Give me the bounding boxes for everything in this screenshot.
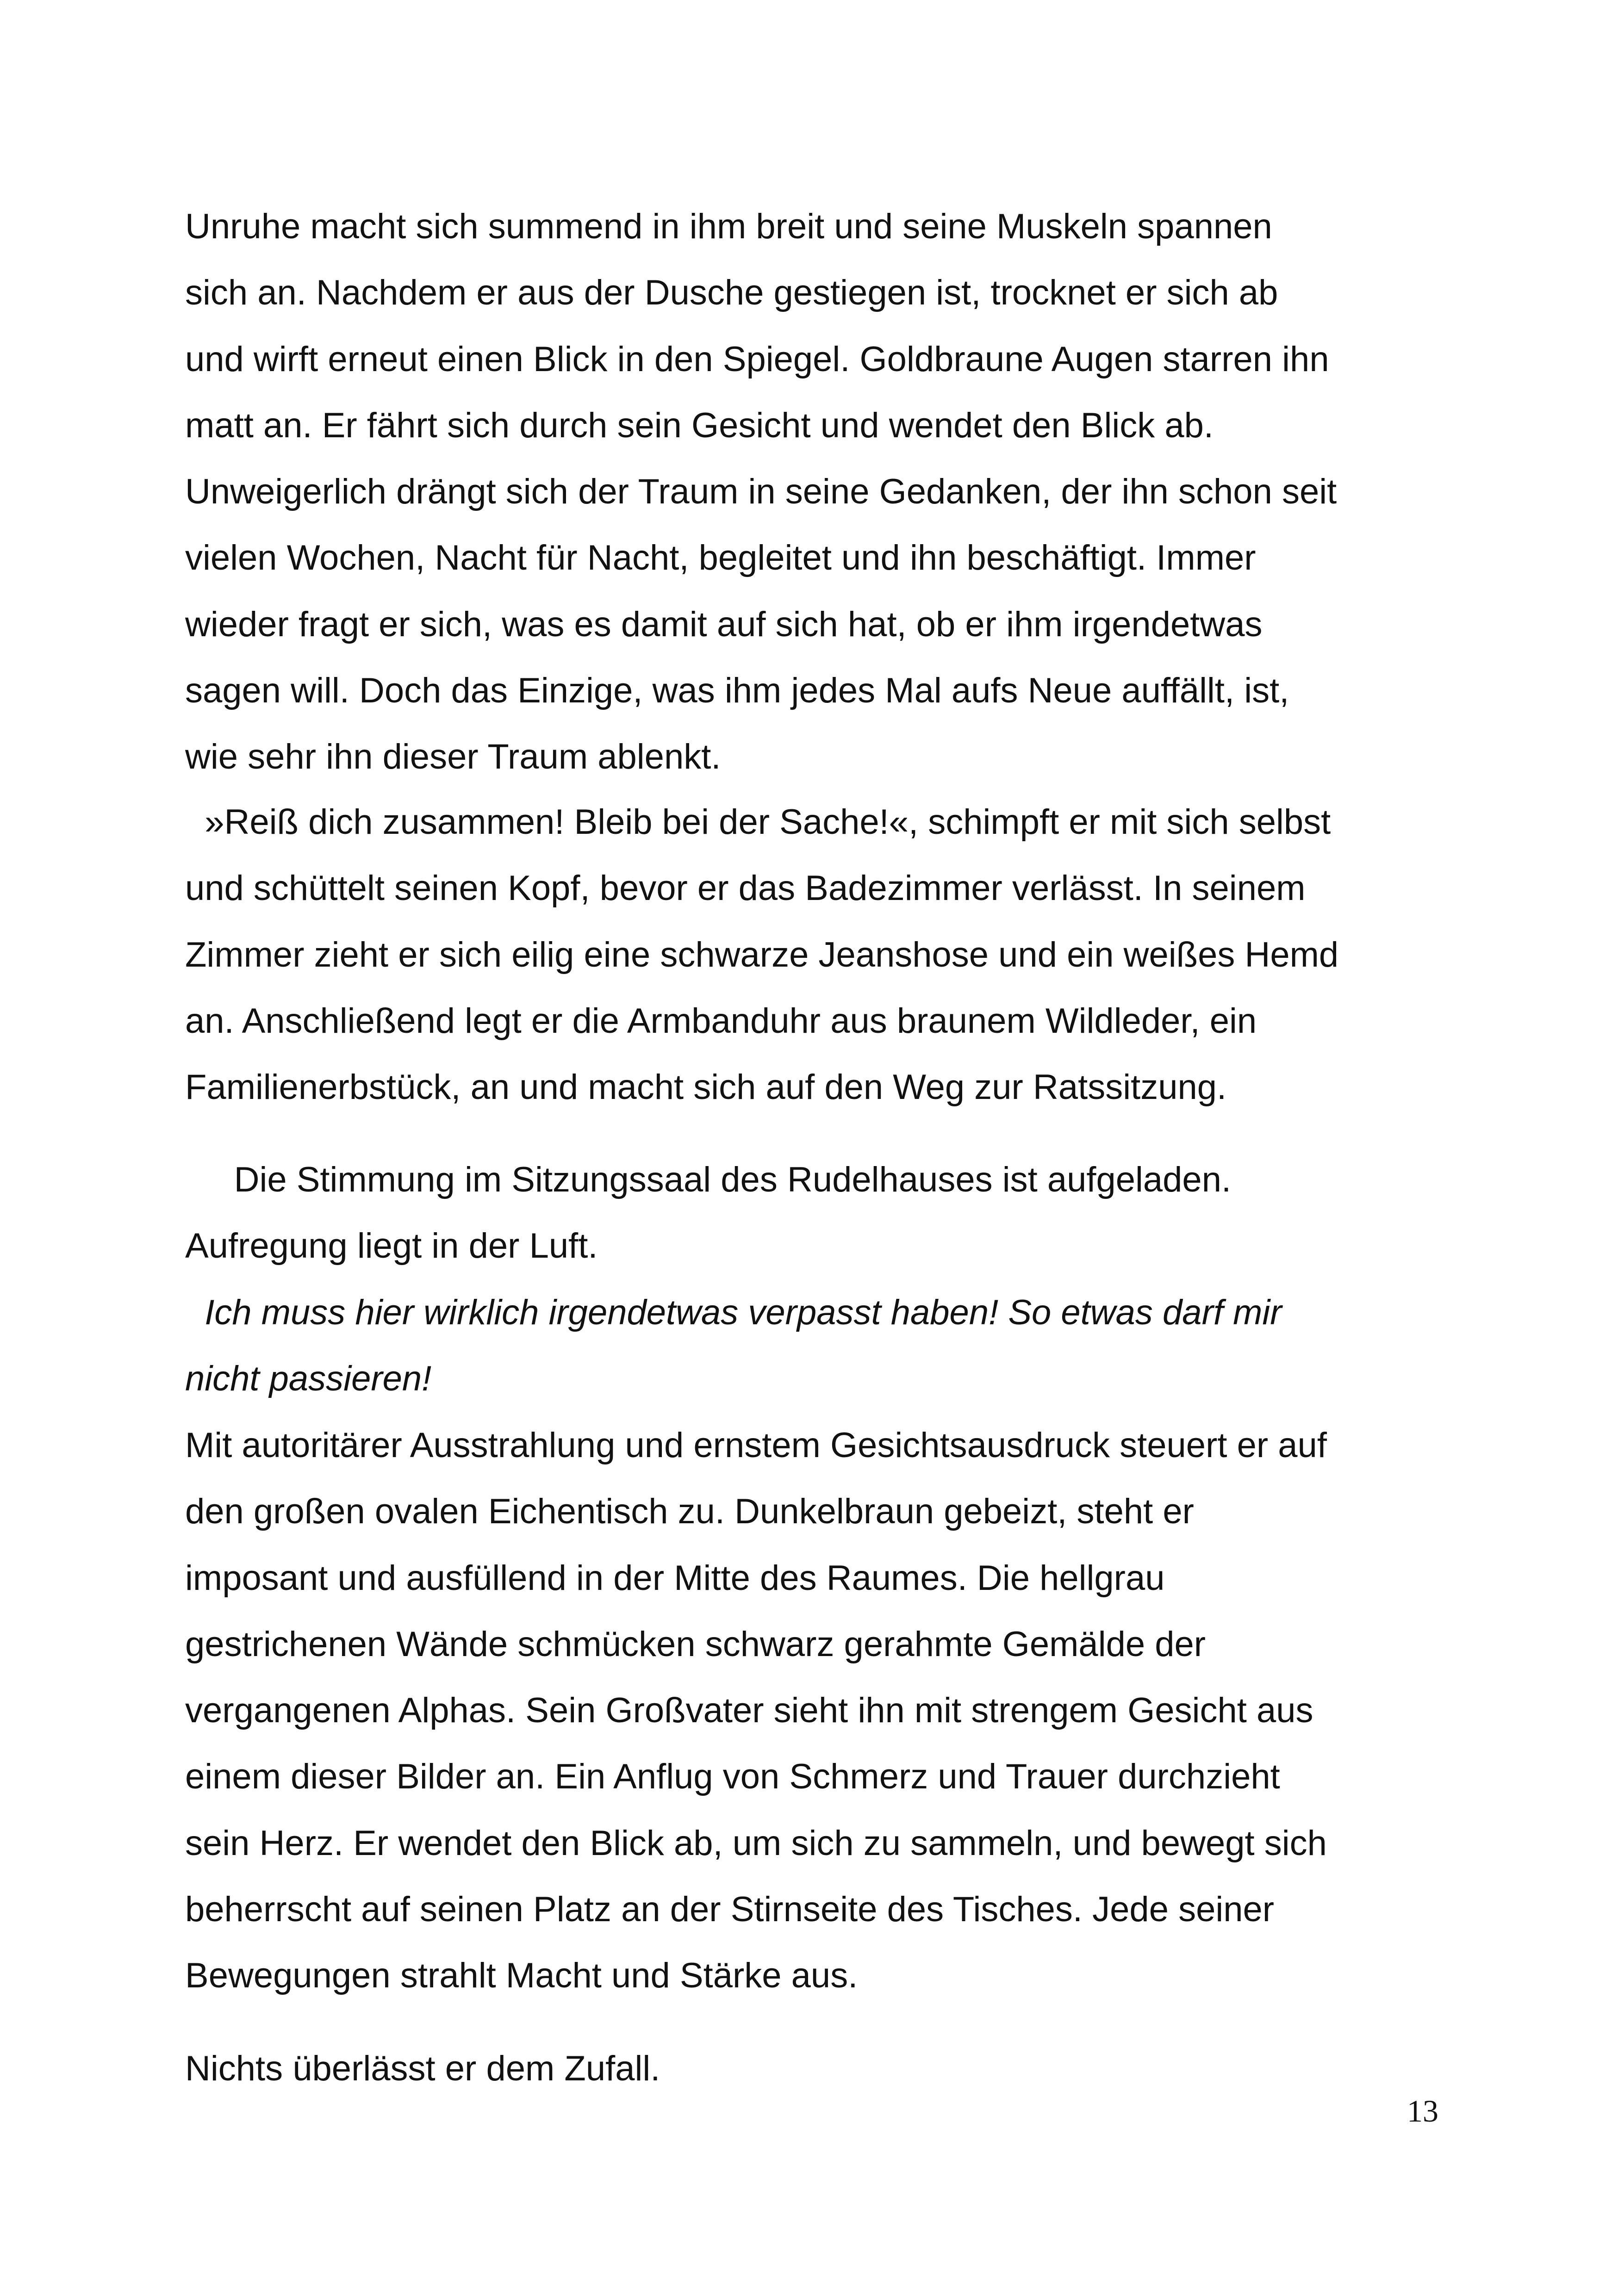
text-line: wie sehr ihn dieser Traum ablenkt. (185, 737, 721, 777)
text-line: sagen will. Doch das Einzige, was ihm jedes Mal aufs Neue auffällt, ist, (185, 671, 1289, 711)
text-line: und schüttelt seinen Kopf, bevor er das Badezimmer verlässt. In seinem (185, 869, 1306, 908)
paragraph-meeting-room (185, 1147, 1462, 1279)
paragraph-table-description (185, 1412, 1462, 2009)
text-line: Nichts überlässt er dem Zufall. (185, 2049, 660, 2088)
text-line: Die Stimmung im Sitzungssaal des Rudelhauses ist aufgeladen. (185, 1160, 1232, 1199)
text-line: einem dieser Bilder an. Ein Anflug von Schmerz und Trauer durchzieht (185, 1757, 1280, 1797)
text-line: vielen Wochen, Nacht für Nacht, begleitet und ihn beschäftigt. Immer (185, 538, 1256, 578)
text-line: »Reiß dich zusammen! Bleib bei der Sache!«, schimpft er mit sich selbst (185, 802, 1331, 842)
text-line: Mit autoritärer Ausstrahlung und ernstem Gesichtsausdruck steuert er auf (185, 1426, 1327, 1465)
text-line: an. Anschließend legt er die Armbanduhr aus braunem Wildleder, ein (185, 1001, 1257, 1041)
paragraph-dialogue (185, 789, 1462, 1120)
text-line: matt an. Er fährt sich durch sein Gesicht und wendet den Blick ab. (185, 405, 1214, 445)
paragraph-unrest (185, 193, 1462, 790)
text-line: gestrichenen Wände schmücken schwarz gerahmte Gemälde der (185, 1624, 1206, 1664)
text-line: Unruhe macht sich summend in ihm breit und seine Muskeln spannen (185, 207, 1272, 246)
text-line: vergangenen Alphas. Sein Großvater sieht ihn mit strengem Gesicht aus (185, 1691, 1313, 1731)
text-line: beherrscht auf seinen Platz an der Stirnseite des Tisches. Jede seiner (185, 1890, 1275, 1930)
text-line: wieder fragt er sich, was es damit auf sich hat, ob er ihm irgendetwas (185, 604, 1263, 644)
page-number: 13 (1407, 2093, 1438, 2128)
text-line: sich an. Nachdem er aus der Dusche gestiegen ist, trocknet er sich ab (185, 273, 1278, 313)
text-line: Bewegungen strahlt Macht und Stärke aus. (185, 1956, 858, 1996)
text-line: Familienerbstück, an und macht sich auf den Weg zur Ratssitzung. (185, 1067, 1227, 1107)
text-line: nicht passieren! (185, 1359, 432, 1399)
text-line: imposant und ausfüllend in der Mitte des Raumes. Die hellgrau (185, 1558, 1165, 1598)
text-line: den großen ovalen Eichentisch zu. Dunkelbraun gebeizt, steht er (185, 1492, 1194, 1532)
text-line: Ich muss hier wirklich irgendetwas verpasst haben! So etwas darf mir (185, 1293, 1282, 1332)
paragraph-closing (185, 2035, 1462, 2102)
text-line: Aufregung liegt in der Luft. (185, 1226, 598, 1266)
text-line: Unweigerlich drängt sich der Traum in seine Gedanken, der ihn schon seit (185, 472, 1337, 512)
text-line: und wirft erneut einen Blick in den Spiegel. Goldbraune Augen starren ihn (185, 339, 1329, 379)
text-line: Zimmer zieht er sich eilig eine schwarze Jeanshose und ein weißes Hemd (185, 935, 1339, 974)
text-line: sein Herz. Er wendet den Blick ab, um sich zu sammeln, und bewegt sich (185, 1823, 1327, 1863)
paragraph-inner-thought (185, 1279, 1462, 1412)
